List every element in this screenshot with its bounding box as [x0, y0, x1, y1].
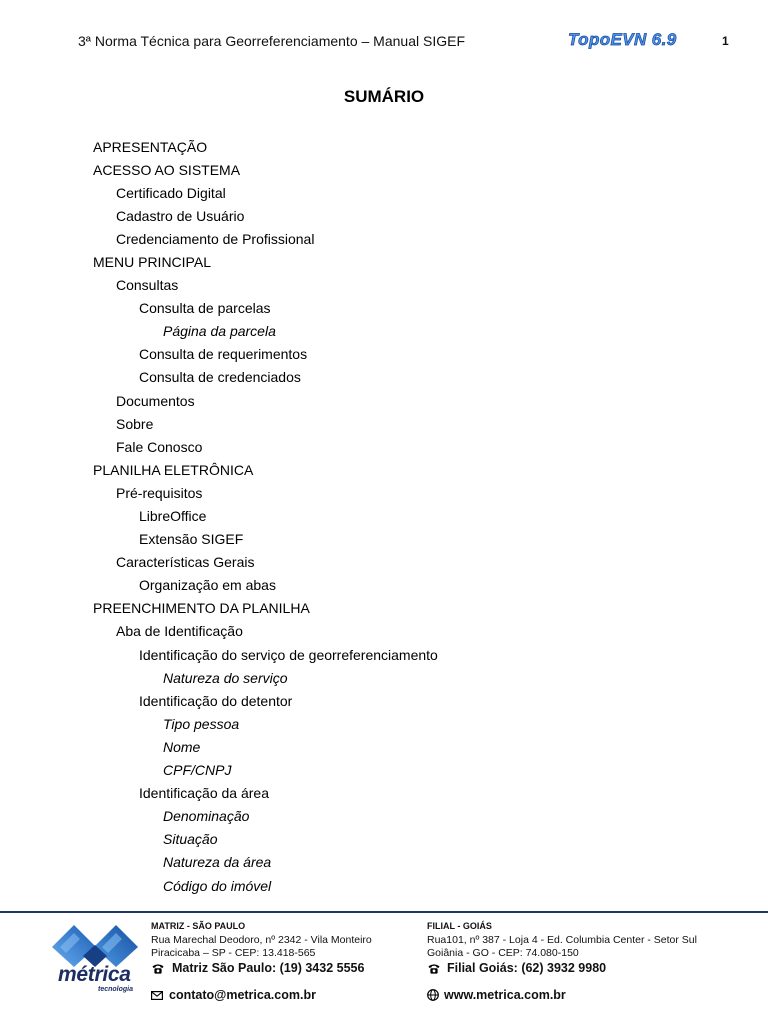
toc-entry: PLANILHA ELETRÔNICA — [93, 461, 254, 478]
page-number: 1 — [722, 34, 729, 48]
toc-entry: Organização em abas — [139, 577, 276, 594]
footer-divider — [0, 911, 768, 913]
toc-entry: Fale Conosco — [116, 438, 203, 455]
matriz-address-line2: Piracicaba – SP - CEP: 13.418-565 — [151, 946, 316, 959]
metrica-logo-mark — [50, 923, 140, 967]
toc-entry: Nome — [163, 738, 201, 755]
toc-entry: Pré-requisitos — [116, 484, 203, 501]
toc-entry: MENU PRINCIPAL — [93, 253, 211, 270]
toc-entry: Consulta de credenciados — [139, 369, 301, 386]
toc-entry: Documentos — [116, 392, 195, 409]
metrica-tagline: tecnologia — [98, 986, 134, 993]
toc-entry: Tipo pessoa — [163, 715, 240, 732]
toc-entry: Certificado Digital — [116, 184, 226, 201]
toc-list — [93, 136, 733, 898]
toc-entry: CPF/CNPJ — [163, 762, 232, 779]
toc-entry: LibreOffice — [139, 508, 207, 524]
toc-entry: Código do imóvel — [163, 877, 272, 894]
toc-entry: Consultas — [116, 277, 179, 294]
toc-entry: Natureza da área — [163, 854, 272, 871]
document-header-title: 3ª Norma Técnica para Georreferenciamento – Manual SIGEF — [78, 32, 465, 49]
envelope-icon — [151, 991, 163, 1000]
email-link[interactable]: contato@metrica.com.br — [169, 987, 316, 1002]
toc-title: SUMÁRIO — [343, 87, 425, 106]
toc-entry: Identificação do detentor — [139, 692, 293, 709]
filial-heading: FILIAL - GOIÁS — [427, 921, 492, 931]
metrica-wordmark: métrica — [58, 963, 131, 986]
filial-address-line2: Goiânia - GO - CEP: 74.080-150 — [427, 946, 579, 959]
toc-entry: APRESENTAÇÃO — [93, 138, 208, 155]
matriz-phone-number: Matriz São Paulo: (19) 3432 5556 — [172, 960, 365, 975]
toc-entry: Cadastro de Usuário — [116, 207, 245, 224]
website-link[interactable]: www.metrica.com.br — [444, 987, 566, 1002]
toc-entry: Denominação — [163, 808, 250, 825]
toc-entry: Características Gerais — [116, 554, 255, 571]
toc-entry: Página da parcela — [163, 323, 276, 340]
toc-entry: ACESSO AO SISTEMA — [93, 161, 241, 178]
toc-entry: Consulta de parcelas — [139, 300, 271, 317]
matriz-address-line1: Rua Marechal Deodoro, nº 2342 - Vila Monteiro — [151, 933, 372, 946]
toc-entry: Situação — [163, 831, 218, 848]
globe-icon — [427, 989, 439, 1001]
topoevn-logo: TopoEVN 6.9 — [568, 30, 677, 49]
toc-entry: Consulta de requerimentos — [139, 346, 308, 363]
toc-entry: Identificação do serviço de georreferenciamento — [139, 646, 438, 663]
filial-address-line1: Rua101, nº 387 - Loja 4 - Ed. Columbia Center - Setor Sul — [427, 933, 697, 946]
toc-entry: Identificação da área — [139, 785, 269, 802]
phone-icon — [152, 963, 164, 974]
toc-entry: Credenciamento de Profissional — [116, 230, 315, 247]
matriz-heading: MATRIZ - SÃO PAULO — [151, 921, 246, 931]
phone-icon — [428, 963, 440, 974]
toc-entry: Aba de Identificação — [116, 623, 243, 640]
filial-phone-number: Filial Goiás: (62) 3932 9980 — [447, 960, 607, 975]
toc-entry: Natureza do serviço — [163, 669, 288, 686]
toc-entry: Extensão SIGEF — [139, 531, 244, 548]
toc-entry: PREENCHIMENTO DA PLANILHA — [93, 600, 310, 617]
toc-entry: Sobre — [116, 415, 154, 432]
